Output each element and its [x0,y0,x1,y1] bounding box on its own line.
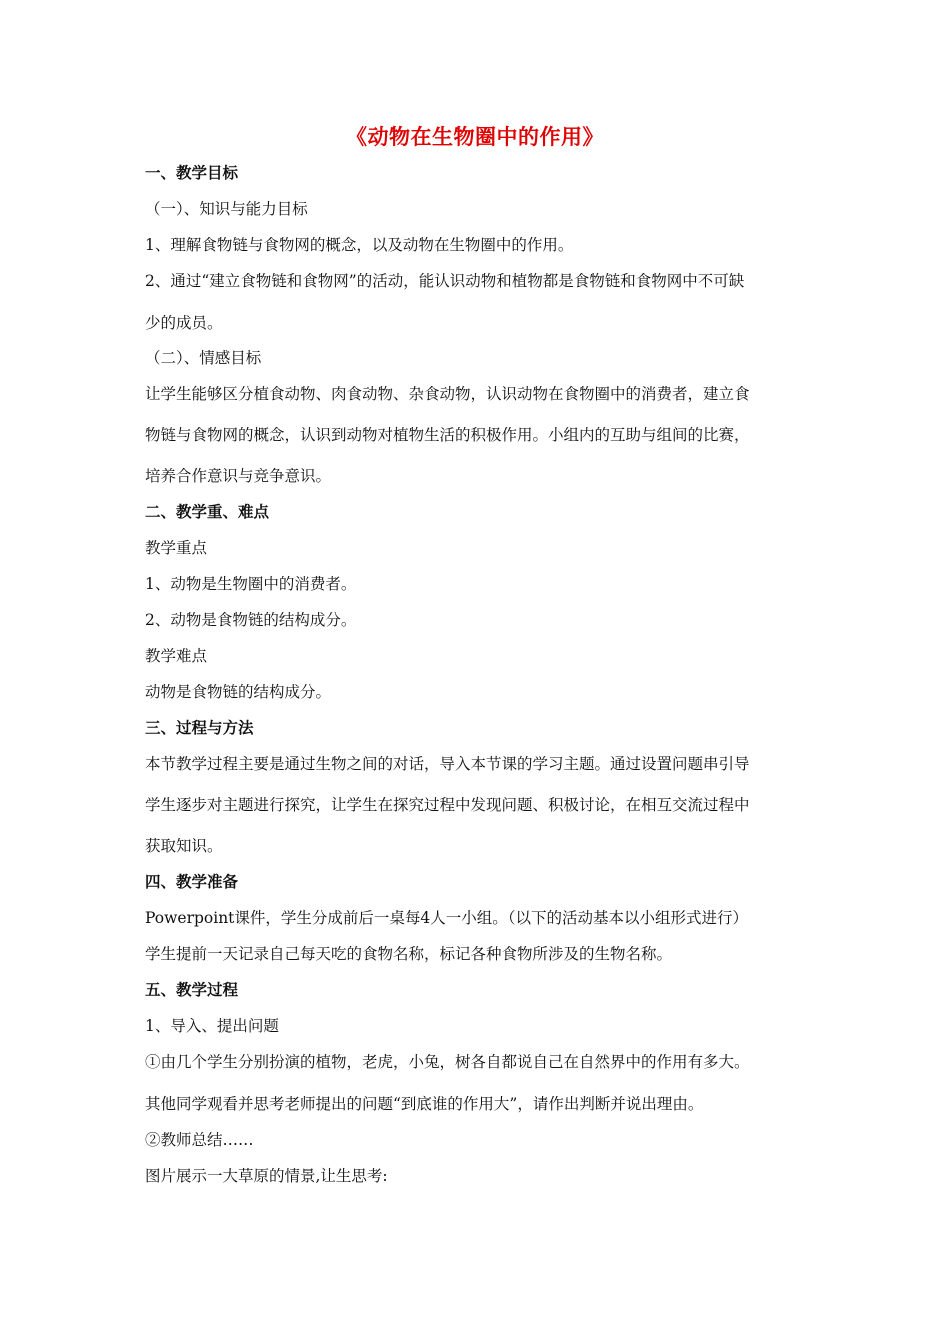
paragraph-line: 物链与食物网的概念，认识到动物对植物生活的积极作用。小组内的互助与组间的比赛， [145,426,750,444]
paragraph-line: 学生提前一天记录自己每天吃的食物名称，标记各种食物所涉及的生物名称。 [145,945,673,963]
paragraph-line: 获取知识。 [145,837,223,855]
paragraph-line: 少的成员。 [145,314,223,332]
paragraph-line: 培养合作意识与竞争意识。 [145,467,332,485]
paragraph-line: ①由几个学生分别扮演的植物，老虎，小兔，树各自都说自己在自然界中的作用有多大。 [145,1053,750,1071]
paragraph-line: Powerpoint课件，学生分成前后一桌每4人一小组。（以下的活动基本以小组形式进行） [145,909,749,927]
section-heading: 三、过程与方法 [145,719,254,737]
paragraph-line: ②教师总结…… [145,1131,254,1149]
paragraph-line: 动物是食物链的结构成分。 [145,683,332,701]
paragraph-line: 2、通过“建立食物链和食物网”的活动，能认识动物和植物都是食物链和食物网中不可缺 [145,272,745,290]
paragraph-line: 教学重点 [145,539,208,557]
section-heading: 二、教学重、难点 [145,503,270,521]
section-heading: 一、教学目标 [145,164,239,182]
paragraph-line: 教学难点 [145,647,208,665]
section-heading: 五、教学过程 [145,981,239,999]
paragraph-line: 本节教学过程主要是通过生物之间的对话，导入本节课的学习主题。通过设置问题串引导 [145,755,750,773]
paragraph-line: 1、导入、提出问题 [145,1017,279,1035]
document-title: 《动物在生物圈中的作用》 [346,125,604,149]
paragraph-line: 让学生能够区分植食动物、肉食动物、杂食动物，认识动物在食物圈中的消费者，建立食 [145,385,750,403]
paragraph-line: 1、理解食物链与食物网的概念，以及动物在生物圈中的作用。 [145,236,574,254]
subsection-heading: （二）、情感目标 [145,349,262,367]
paragraph-line: 学生逐步对主题进行探究，让学生在探究过程中发现问题、积极讨论，在相互交流过程中 [145,796,750,814]
subsection-heading: （一）、知识与能力目标 [145,200,308,218]
paragraph-line: 1、动物是生物圈中的消费者。 [145,575,357,593]
paragraph-line: 其他同学观看并思考老师提出的问题“到底谁的作用大”，请作出判断并说出理由。 [145,1095,704,1113]
section-heading: 四、教学准备 [145,873,239,891]
paragraph-line: 图片展示一大草原的情景,让生思考: [145,1167,388,1185]
paragraph-line: 2、动物是食物链的结构成分。 [145,611,357,629]
